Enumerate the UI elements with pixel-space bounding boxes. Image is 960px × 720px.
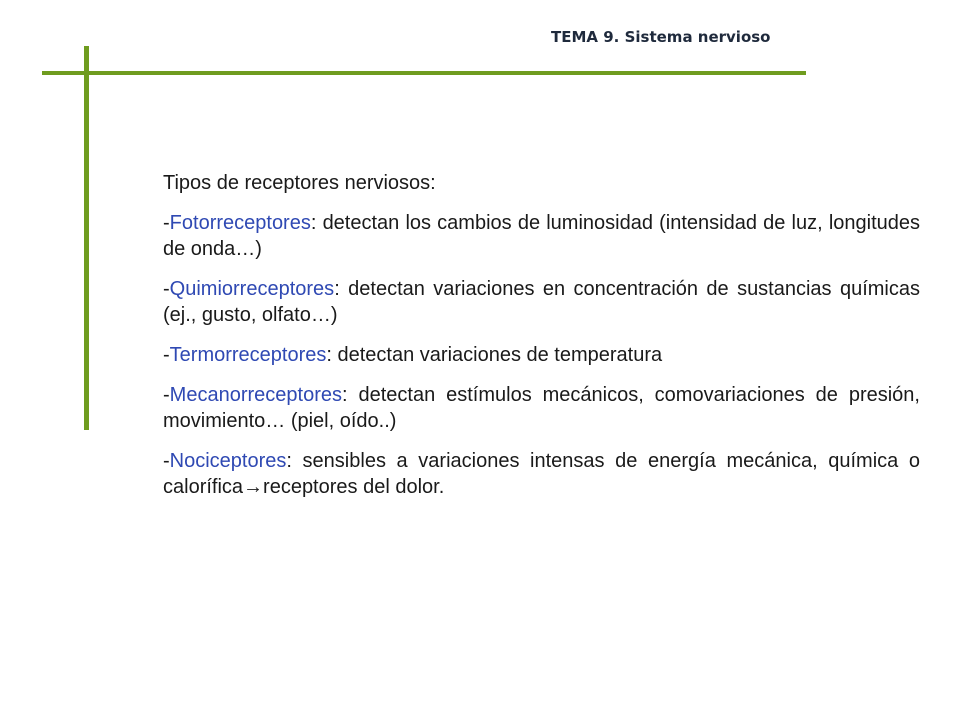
item-dash: - <box>163 212 170 234</box>
slide-content <box>163 170 920 514</box>
list-item-fotorreceptores <box>163 210 920 262</box>
arrow-right-icon: → <box>243 476 264 498</box>
horizontal-accent-line <box>42 71 806 75</box>
intro-text: Tipos de receptores nerviosos: <box>163 172 436 194</box>
item-text: : detectan los cambios de luminosidad (intensidad de luz, longitudes de onda…) <box>163 212 920 260</box>
list-item-quimiorreceptores <box>163 276 920 328</box>
item-term: Nociceptores <box>169 450 287 472</box>
item-text: : detectan variaciones en concentración de sustancias químicas (ej., gusto, olfato…) <box>163 278 920 326</box>
item-tail: receptores del dolor. <box>263 476 445 498</box>
vertical-accent-line <box>84 46 89 430</box>
item-term: Fotorreceptores <box>169 212 311 234</box>
list-item-nociceptores <box>163 448 920 500</box>
item-text: : detectan estímulos mecánicos, comovariaciones de presión, movimiento… (piel, oído..) <box>163 384 920 432</box>
item-dash: - <box>163 278 170 300</box>
slide-title: TEMA 9. Sistema nervioso <box>551 28 771 46</box>
list-item-mecanorreceptores <box>163 382 920 434</box>
item-term: Termorreceptores <box>169 344 327 366</box>
item-term: Quimiorreceptores <box>169 278 335 300</box>
item-term: Mecanorreceptores <box>169 384 342 406</box>
item-dash: - <box>163 344 170 366</box>
item-text: : detectan variaciones de temperatura <box>326 344 663 366</box>
item-text: : sensibles a variaciones intensas de energía mecánica, química o calorífica <box>163 450 920 498</box>
list-item-termorreceptores <box>163 342 920 368</box>
item-dash: - <box>163 450 170 472</box>
item-dash: - <box>163 384 170 406</box>
